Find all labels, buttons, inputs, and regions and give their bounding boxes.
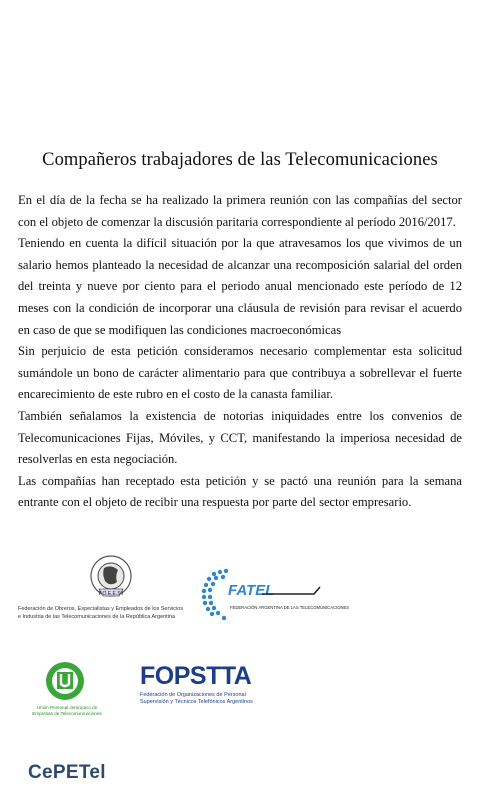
- document-title: Compañeros trabajadores de las Telecomunicaciones: [42, 150, 438, 170]
- foetra-caption-line2: e Industria de las Telecomunicaciones de la República Argentina: [18, 613, 176, 620]
- utel-caption: [24, 705, 110, 717]
- paragraph-salary: Teniendo en cuenta la difícil situación por la que atravesamos los que vivimos de un salario hemos planteado la necesidad de alcanzar una recomposición salarial del orden del treinta y nueve por ciento para el periodo anual mencionado este período de 12 meses con la condición de incorporar una cláusula de revisión para revisar el acuerdo en caso de que se modifiquen las condiciones macroeconómicas: [18, 236, 462, 337]
- paragraph-inequities: También señalamos la existencia de notorias iniquidades entre los convenios de Telecomunicaciones Fijas, Móviles, y CCT, manifestando la imperiosa necesidad de resolverlas en esta negociación.: [18, 408, 462, 467]
- foetra-emblem-icon: [84, 554, 138, 604]
- foetra-badge-text: F.O.E.E.S.I: [98, 591, 124, 597]
- foetra-caption: [18, 606, 218, 621]
- foetra-caption-line1: Federación de Obreros, Especialistas y Empleados de los Servicios: [18, 606, 184, 612]
- utel-logo-icon: [44, 660, 86, 702]
- fopstta-caption: [140, 692, 260, 706]
- fatel-caption: FEDERACIÓN ARGENTINA DE LAS TELECOMUNICACIONES: [230, 605, 350, 610]
- document-body: [18, 190, 462, 514]
- utel-caption-line1: Unión Personal Jerárquico de: [36, 705, 98, 710]
- paragraph-next-meeting: Las compañías han receptado esta petición y se pactó una reunión para la semana entrante con el objeto de recibir una respuesta por parte del sector empresario.: [18, 473, 462, 510]
- paragraph-meeting: En el día de la fecha se ha realizado la primera reunión con las compañías del sector con el objeto de comenzar la discusión paritaria correspondiente al período 2016/2017.: [18, 193, 462, 229]
- cepetel-logo-icon: CePETel: [28, 762, 106, 783]
- fopstta-caption-line1: Federación de Organizaciones de Personal: [140, 692, 246, 698]
- fopstta-caption-line2: Supervisión y Técnicos Telefónicos Argentinos: [140, 699, 253, 705]
- fatel-swoosh-icon: [262, 584, 322, 598]
- fopstta-name: FOPSTTA: [140, 662, 252, 690]
- utel-caption-line2: Empresas de Telecomunicaciones: [32, 711, 102, 716]
- fatel-name: FATEL: [228, 582, 275, 599]
- paragraph-bonus: Sin perjuicio de esta petición consideramos necesario complementar esta solicitud sumándole un bono de carácter alimentario para que contribuya a sobrellevar el fuerte encarecimiento de este rubro en el costo de la canasta familiar.: [18, 344, 462, 402]
